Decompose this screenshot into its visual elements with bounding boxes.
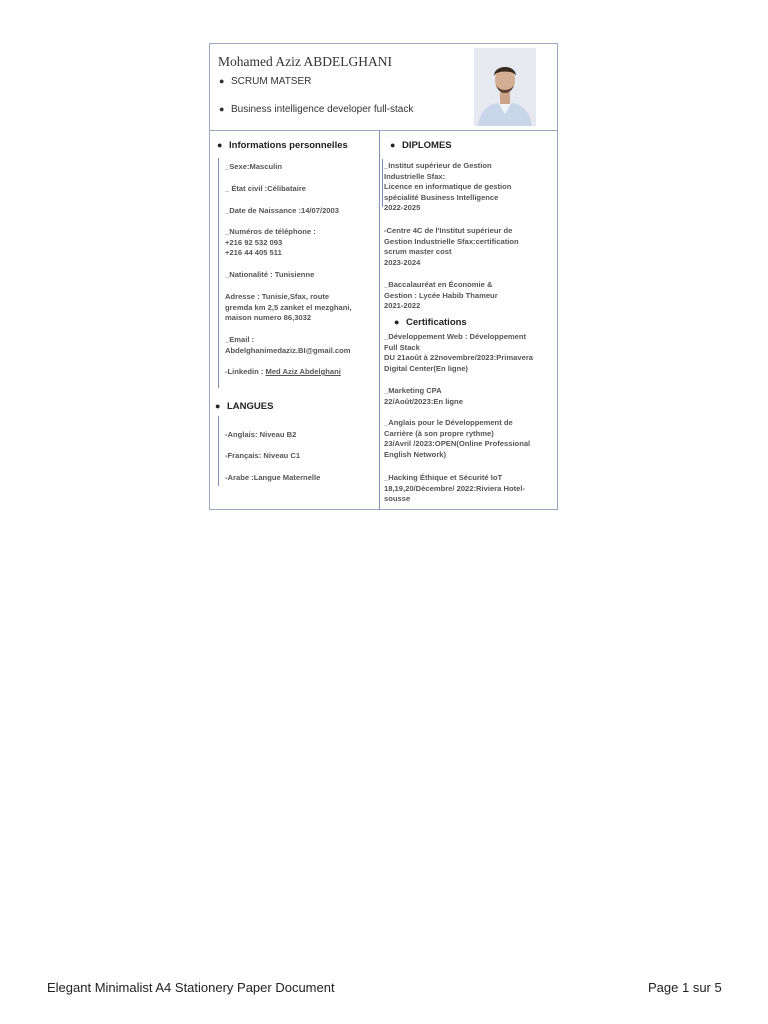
linkedin-link[interactable]: Med Aziz Abdelghani bbox=[265, 367, 341, 376]
section-languages: ● LANGUES bbox=[215, 401, 274, 412]
cv-title-bi: ● Business intelligence developer full-stack bbox=[219, 104, 414, 115]
header-divider bbox=[210, 130, 557, 131]
personal-birthdate: _Date de Naissance :14/07/2003 bbox=[225, 206, 339, 215]
cert-hacking: _Hacking Éthique et Sécurité IoT 18,19,20/Décembre/ 2022:Riviera Hotel- sousse bbox=[384, 473, 525, 504]
left-column-rule bbox=[218, 158, 219, 388]
bullet-icon: ● bbox=[217, 140, 223, 150]
cert-web-dev: _Développement Web : Développement Full Stack DU 21août à 22novembre/2023:Primavera Digital Center(En ligne) bbox=[384, 332, 533, 373]
footer-page-number: Page 1 sur 5 bbox=[648, 980, 722, 995]
diploma-licence: _Institut supérieur de Gestion Industrielle Sfax: Licence en informatique de gestion spécialité Business Intelligence 2022-2025 bbox=[384, 161, 512, 213]
personal-address: Adresse : Tunisie,Sfax, route gremda km 2,5 zanket el mezghani, maison numero 86,3032 bbox=[225, 292, 352, 323]
bullet-icon: ● bbox=[219, 76, 225, 86]
profile-photo bbox=[474, 48, 536, 126]
email-link[interactable]: Abdelghanimedaziz.BI@gmail.com bbox=[225, 345, 351, 355]
personal-civil-status: _ État civil :Célibataire bbox=[225, 184, 307, 193]
section-diplomas: ● DIPLOMES bbox=[390, 140, 452, 151]
diploma-rule bbox=[382, 159, 383, 207]
languages-rule bbox=[218, 416, 219, 486]
bullet-icon: ● bbox=[219, 104, 225, 114]
language-arabic: -Arabe :Langue Maternelle bbox=[225, 473, 321, 482]
cert-english: _Anglais pour le Développement de Carrière (à son propre rythme) 23/Avril /2023:OPEN(Online Professional English Network) bbox=[384, 418, 531, 459]
bullet-icon: ● bbox=[390, 140, 396, 150]
cv-title-scrum: ● SCRUM MATSER bbox=[219, 76, 312, 87]
diploma-bac: _Baccalauréat en Économie & Gestion : Lycée Habib Thameur 2021-2022 bbox=[384, 280, 498, 311]
bullet-icon: ● bbox=[394, 317, 400, 327]
cert-marketing: _Marketing CPA 22/Août/2023:En ligne bbox=[384, 386, 463, 406]
language-french: -Français: Niveau C1 bbox=[225, 451, 301, 460]
personal-phones: _Numéros de téléphone : +216 92 532 093 +216 44 405 511 bbox=[225, 227, 316, 258]
column-divider bbox=[379, 131, 380, 510]
cv-page bbox=[209, 43, 558, 510]
footer-document-title: Elegant Minimalist A4 Stationery Paper Document bbox=[47, 980, 335, 995]
diploma-scrum-cert: -Centre 4C de l'Institut supérieur de Gestion Industrielle Sfax:certification scrum master cost 2023-2024 bbox=[384, 226, 519, 267]
section-personal-info: ● Informations personnelles bbox=[217, 140, 348, 151]
personal-nationality: _Nationalité : Tunisienne bbox=[225, 270, 315, 279]
cv-name: Mohamed Aziz ABDELGHANI bbox=[218, 54, 392, 69]
section-certifications: ● Certifications bbox=[394, 317, 467, 328]
personal-linkedin: -Linkedin : Med Aziz Abdelghani bbox=[225, 367, 341, 376]
personal-sexe: _Sexe:Masculin bbox=[225, 162, 282, 171]
personal-email: _Email : Abdelghanimedaziz.BI@gmail.com bbox=[225, 335, 351, 355]
bullet-icon: ● bbox=[215, 401, 221, 411]
language-english: -Anglais: Niveau B2 bbox=[225, 430, 297, 439]
profile-photo-icon bbox=[474, 48, 536, 126]
